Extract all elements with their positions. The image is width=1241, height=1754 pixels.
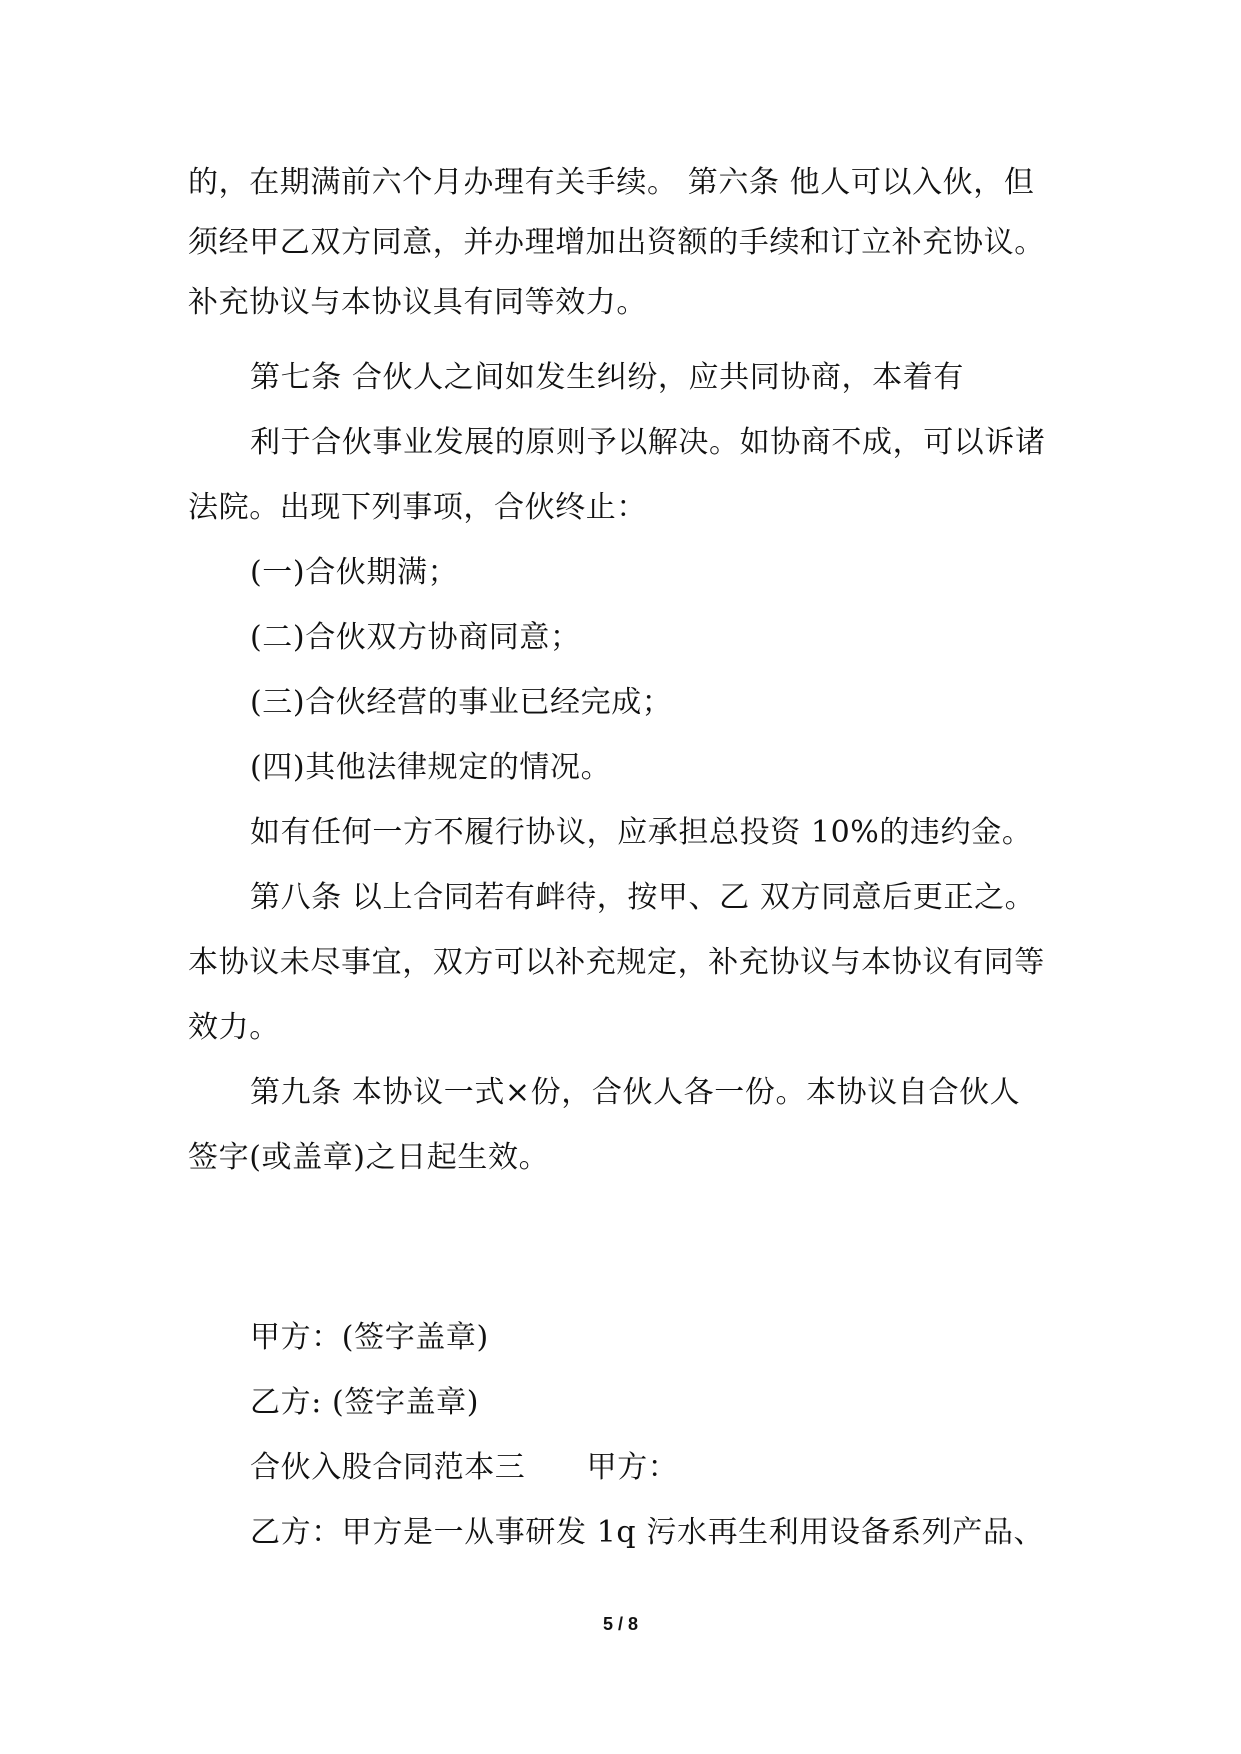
text-line: 乙方：甲方是一从事研发 1q 污水再生利用设备系列产品、: [250, 1515, 1045, 1550]
list-item: (二)合伙双方协商同意；: [250, 620, 581, 655]
text-line: 效力。: [188, 1010, 280, 1045]
list-item: (四)其他法律规定的情况。: [250, 750, 612, 785]
text-line: 利于合伙事业发展的原则予以解决。如协商不成，可以诉诸: [250, 425, 1046, 460]
text-line: 的，在期满前六个月办理有关手续。 第六条 他人可以入伙，但: [188, 165, 1035, 200]
party-b-signature: 乙方: (签字盖章): [250, 1385, 480, 1420]
party-a-signature: 甲方：(签字盖章): [250, 1320, 489, 1355]
penalty-line: 如有任何一方不履行协议，应承担总投资 10%的违约金。: [250, 815, 1033, 850]
text-line: 补充协议与本协议具有同等效力。: [188, 285, 647, 320]
text-line: 须经甲乙双方同意，并办理增加出资额的手续和订立补充协议。: [188, 225, 1045, 260]
text-line: 签字(或盖章)之日起生效。: [188, 1140, 550, 1175]
clause-eight: 第八条 以上合同若有衅待，按甲、乙 双方同意后更正之。: [250, 880, 1036, 915]
text-line: 法院。出现下列事项，合伙终止：: [188, 490, 647, 525]
list-item: (三)合伙经营的事业已经完成；: [250, 685, 673, 720]
clause-seven: 第七条 合伙人之间如发生纠纷，应共同协商，本着有: [250, 360, 964, 395]
text-line: 本协议未尽事宜，双方可以补充规定，补充协议与本协议有同等: [188, 945, 1045, 980]
page-number: 5 / 8: [602, 1614, 639, 1634]
contract-template-heading: 合伙入股合同范本三 甲方：: [250, 1450, 679, 1485]
list-item: (一)合伙期满；: [250, 555, 459, 590]
clause-nine: 第九条 本协议一式×份，合伙人各一份。本协议自合伙人: [250, 1075, 1021, 1110]
